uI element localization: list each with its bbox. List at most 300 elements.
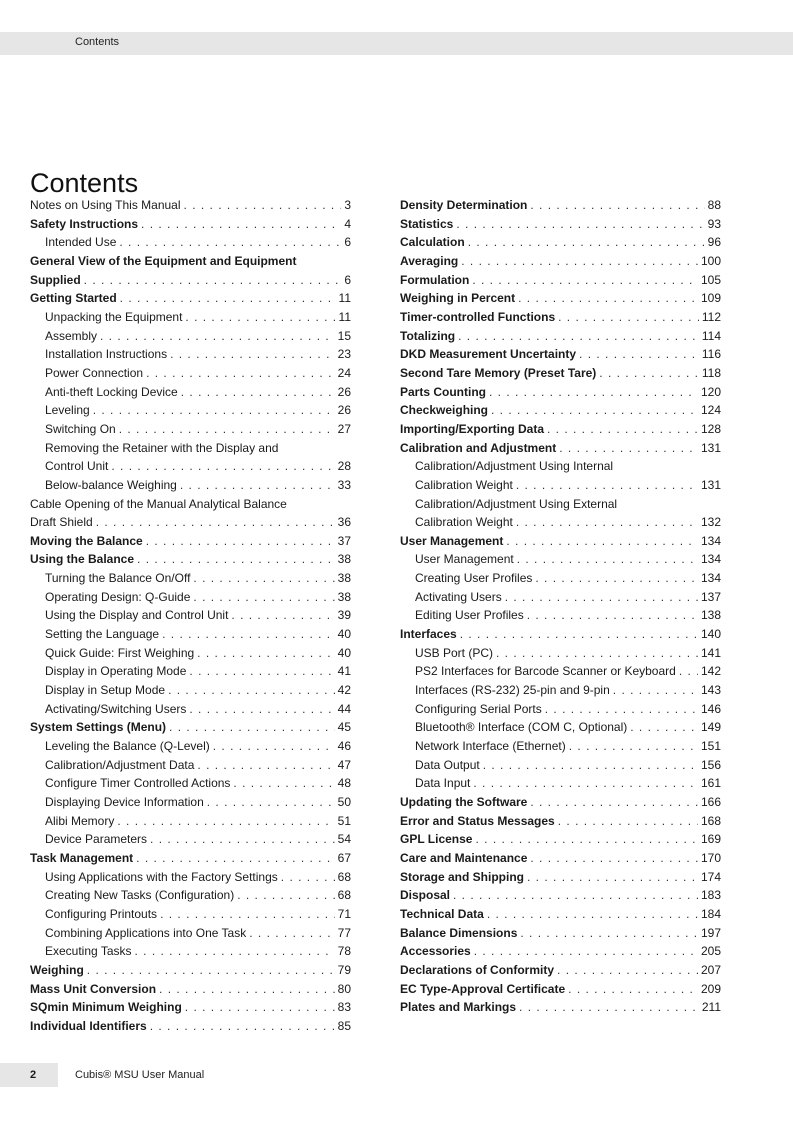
toc-entry-page: 211 — [701, 1000, 721, 1015]
toc-leader-dots — [530, 198, 704, 212]
toc-entry-title: Configure Timer Controlled Actions — [45, 776, 231, 791]
toc-entry-page: 6 — [344, 235, 351, 250]
toc-entry-page: 142 — [700, 664, 721, 679]
toc-entry[interactable] — [400, 1000, 721, 1019]
toc-entry[interactable] — [30, 608, 351, 627]
toc-leader-dots — [160, 907, 335, 921]
toc-entry-title: Disposal — [400, 888, 451, 903]
toc-entry-page: 44 — [337, 701, 351, 716]
toc-entry[interactable] — [400, 254, 721, 273]
toc-entry-title: Storage and Shipping — [400, 869, 525, 884]
toc-entry-page: 205 — [700, 944, 721, 959]
toc-entry-page: 131 — [700, 440, 721, 455]
toc-leader-dots — [170, 347, 335, 361]
toc-entry-page: 141 — [700, 645, 721, 660]
toc-entry-title: Getting Started — [30, 291, 117, 306]
toc-entry[interactable] — [400, 870, 721, 889]
toc-entry[interactable] — [30, 776, 351, 795]
toc-entry-title: Safety Instructions — [30, 216, 139, 231]
toc-entry[interactable] — [30, 1000, 351, 1019]
toc-entry-title: Parts Counting — [400, 384, 486, 399]
toc-leader-dots — [146, 366, 335, 380]
toc-entry-page: 33 — [337, 477, 351, 492]
toc-entry[interactable] — [400, 235, 721, 254]
toc-entry-page: 27 — [337, 421, 351, 436]
toc-entry-page: 134 — [700, 571, 721, 586]
toc-entry[interactable] — [30, 273, 351, 292]
toc-entry-title: Control Unit — [45, 459, 109, 474]
toc-leader-dots — [137, 552, 335, 566]
toc-entry[interactable] — [400, 347, 721, 366]
toc-leader-dots — [569, 739, 698, 753]
toc-entry[interactable] — [400, 291, 721, 310]
toc-leader-dots — [505, 590, 698, 604]
toc-leader-dots — [233, 776, 334, 790]
toc-entry-page: 137 — [700, 589, 721, 604]
toc-leader-dots — [119, 235, 341, 249]
toc-leader-dots — [146, 534, 335, 548]
toc-entry-title: Data Input — [415, 776, 471, 791]
toc-leader-dots — [461, 254, 698, 268]
toc-entry-page: 105 — [700, 272, 721, 287]
toc-entry[interactable] — [30, 590, 351, 609]
toc-entry-title: Moving the Balance — [30, 533, 143, 548]
toc-leader-dots — [547, 422, 698, 436]
toc-entry-page: 23 — [337, 347, 351, 362]
toc-entry-page: 36 — [337, 515, 351, 530]
toc-entry[interactable] — [400, 627, 721, 646]
toc-entry[interactable] — [30, 907, 351, 926]
toc-leader-dots — [519, 1000, 699, 1014]
toc-entry[interactable] — [400, 683, 721, 702]
toc-leader-dots — [527, 608, 698, 622]
page-footer — [0, 1063, 793, 1087]
toc-entry-title: Task Management — [30, 850, 134, 865]
toc-entry-title: Using the Balance — [30, 552, 135, 567]
toc-entry-title: Individual Identifiers — [30, 1018, 147, 1033]
toc-leader-dots — [530, 851, 698, 865]
toc-entry-title: Density Determination — [400, 198, 528, 212]
toc-entry-title: Interfaces — [400, 627, 457, 642]
toc-entry-page: 96 — [707, 235, 721, 250]
toc-entry-page: 68 — [337, 869, 351, 884]
toc-entry-title: PS2 Interfaces for Barcode Scanner or Keyboard — [415, 664, 676, 679]
toc-entry[interactable] — [30, 944, 351, 963]
toc-entry[interactable] — [400, 273, 721, 292]
toc-entry-page: 134 — [700, 552, 721, 567]
toc-entry-title: Using Applications with the Factory Settings — [45, 869, 278, 884]
toc-entry[interactable] — [400, 478, 721, 497]
toc-entry-title: Leveling — [45, 403, 90, 418]
toc-leader-dots — [468, 235, 705, 249]
toc-entry[interactable] — [30, 235, 351, 254]
toc-entry[interactable] — [400, 366, 721, 385]
toc-leader-dots — [520, 926, 698, 940]
toc-entry[interactable] — [400, 776, 721, 795]
toc-leader-dots — [475, 832, 697, 846]
toc-entry[interactable] — [30, 198, 351, 217]
toc-entry-title: Calibration/Adjustment Using External — [415, 496, 618, 511]
toc-leader-dots — [558, 310, 699, 324]
header-label: Contents — [75, 36, 120, 48]
toc-entry-page: 140 — [700, 627, 721, 642]
toc-entry[interactable] — [400, 385, 721, 404]
toc-leader-dots — [180, 478, 335, 492]
toc-entry-page: 54 — [337, 832, 351, 847]
toc-entry-page: 42 — [337, 683, 351, 698]
toc-entry[interactable] — [30, 1019, 351, 1038]
toc-entry-title: Display in Operating Mode — [45, 664, 187, 679]
toc-entry-page: 4 — [344, 216, 351, 231]
toc-leader-dots — [491, 403, 698, 417]
toc-entry-page: 183 — [700, 888, 721, 903]
toc-entry[interactable] — [400, 441, 721, 460]
toc-entry-page: 71 — [337, 906, 351, 921]
toc-entry[interactable] — [400, 926, 721, 945]
toc-leader-dots — [119, 422, 335, 436]
toc-leader-dots — [453, 888, 698, 902]
toc-entry[interactable] — [30, 422, 351, 441]
toc-entry-page: 100 — [700, 253, 721, 268]
toc-leader-dots — [141, 217, 341, 231]
toc-entry-title: Draft Shield — [30, 515, 93, 530]
toc-entry-title: Device Parameters — [45, 832, 148, 847]
toc-leader-dots — [184, 198, 342, 212]
toc-entry-title: User Management — [415, 552, 514, 567]
toc-entry-title: Leveling the Balance (Q-Level) — [45, 739, 210, 754]
toc-left-column — [30, 198, 351, 1038]
toc-entry[interactable] — [400, 720, 721, 739]
toc-entry[interactable] — [30, 870, 351, 889]
toc-entry[interactable] — [30, 982, 351, 1001]
toc-entry-page: 48 — [337, 776, 351, 791]
toc-entry[interactable] — [30, 291, 351, 310]
toc-entry-title: Editing User Profiles — [415, 608, 524, 623]
toc-entry-page: 156 — [700, 757, 721, 772]
toc-entry-title: Plates and Markings — [400, 1000, 517, 1015]
toc-entry[interactable] — [30, 683, 351, 702]
toc-leader-dots — [517, 552, 698, 566]
toc-entry-title: Installation Instructions — [45, 347, 168, 362]
toc-leader-dots — [93, 403, 335, 417]
toc-entry-title: Bluetooth® Interface (COM C, Optional) — [415, 720, 628, 735]
toc-entry-title: Calibration Weight — [415, 515, 513, 530]
toc-entry-page: 6 — [344, 272, 351, 287]
toc-entry[interactable] — [30, 851, 351, 870]
toc-entry-title: Operating Design: Q-Guide — [45, 589, 191, 604]
toc-leader-dots — [193, 590, 334, 604]
toc-leader-dots — [489, 385, 698, 399]
toc-leader-dots — [483, 758, 698, 772]
toc-entry-title: EC Type-Approval Certificate — [400, 981, 566, 996]
toc-entry[interactable] — [30, 217, 351, 236]
toc-entry-page: 46 — [337, 739, 351, 754]
toc-entry-title: Weighing — [30, 962, 84, 977]
toc-leader-dots — [516, 515, 698, 529]
toc-leader-dots — [150, 1019, 335, 1033]
toc-entry-page: 169 — [700, 832, 721, 847]
toc-leader-dots — [679, 664, 698, 678]
toc-entry-title: Timer-controlled Functions — [400, 309, 556, 324]
toc-entry-page: 38 — [337, 571, 351, 586]
toc-entry-title: Second Tare Memory (Preset Tare) — [400, 365, 597, 380]
toc-entry[interactable] — [30, 534, 351, 553]
toc-entry[interactable] — [400, 590, 721, 609]
toc-entry-title: System Settings (Menu) — [30, 720, 167, 735]
toc-entry[interactable] — [400, 534, 721, 553]
toc-leader-dots — [458, 329, 699, 343]
toc-entry-title: Balance Dimensions — [400, 925, 518, 940]
toc-leader-dots — [117, 814, 334, 828]
toc-leader-dots — [506, 534, 698, 548]
toc-leader-dots — [162, 627, 335, 641]
toc-entry-page: 132 — [700, 515, 721, 530]
toc-leader-dots — [213, 739, 335, 753]
toc-entry-page: 209 — [700, 981, 721, 996]
toc-entry-page: 38 — [337, 589, 351, 604]
toc-entry[interactable] — [30, 646, 351, 665]
toc-entry-page: 40 — [337, 627, 351, 642]
toc-leader-dots — [169, 720, 335, 734]
toc-entry-title: Formulation — [400, 272, 470, 287]
toc-entry[interactable] — [400, 832, 721, 851]
toc-entry[interactable] — [30, 795, 351, 814]
toc-entry-title: Updating the Software — [400, 795, 528, 809]
toc-entry-page: 166 — [700, 795, 721, 809]
toc-entry[interactable] — [400, 758, 721, 777]
toc-entry-title: Intended Use — [45, 235, 117, 250]
toc-leader-dots — [135, 944, 335, 958]
toc-entry[interactable] — [400, 571, 721, 590]
toc-entry-title: Configuring Printouts — [45, 906, 158, 921]
toc-entry-title: General View of the Equipment and Equipment — [30, 253, 297, 268]
toc-entry-title: Statistics — [400, 216, 454, 231]
toc-entry-page: 41 — [337, 664, 351, 679]
toc-entry-title: Calculation — [400, 235, 465, 250]
toc-entry-page: 170 — [700, 850, 721, 865]
toc-entry[interactable] — [30, 478, 351, 497]
toc-entry-page: 131 — [700, 477, 721, 492]
toc-entry[interactable] — [30, 832, 351, 851]
toc-leader-dots — [136, 851, 334, 865]
toc-entry-title: Display in Setup Mode — [45, 683, 166, 698]
toc-entry-page: 207 — [700, 962, 721, 977]
toc-entry-title: Calibration Weight — [415, 477, 513, 492]
footer-manual-name: Cubis® MSU User Manual — [75, 1069, 205, 1081]
toc-entry[interactable] — [400, 664, 721, 683]
toc-entry[interactable] — [30, 571, 351, 590]
toc-entry-page: 174 — [700, 869, 721, 884]
toc-leader-dots — [516, 478, 698, 492]
toc-leader-dots — [193, 571, 334, 585]
toc-entry[interactable] — [400, 982, 721, 1001]
toc-entry[interactable] — [400, 515, 721, 534]
toc-entry-page: 11 — [338, 309, 351, 324]
toc-entry[interactable] — [30, 310, 351, 329]
toc-entry-page: 26 — [337, 403, 351, 418]
toc-entry-title: Alibi Memory — [45, 813, 115, 828]
toc-entry[interactable] — [400, 198, 721, 217]
toc-entry-page: 124 — [700, 403, 721, 418]
toc-leader-dots — [599, 366, 699, 380]
toc-entry-title: Declarations of Conformity — [400, 962, 555, 977]
toc-entry[interactable] — [400, 944, 721, 963]
toc-entry-page: 88 — [707, 198, 721, 212]
toc-entry[interactable] — [400, 851, 721, 870]
page-title: Contents — [30, 168, 139, 199]
toc-entry-title: Switching On — [45, 421, 116, 436]
toc-leader-dots — [185, 1000, 335, 1014]
toc-leader-dots — [231, 608, 334, 622]
toc-leader-dots — [579, 347, 699, 361]
toc-entry-page: 85 — [337, 1018, 351, 1033]
toc-entry-page: 146 — [700, 701, 721, 716]
toc-entry-page: 67 — [337, 850, 351, 865]
toc-entry-page: 118 — [701, 365, 721, 380]
toc-leader-dots — [613, 683, 698, 697]
toc-entry[interactable] — [30, 497, 351, 516]
toc-entry[interactable] — [30, 963, 351, 982]
running-header — [0, 32, 793, 55]
toc-entry[interactable] — [30, 758, 351, 777]
toc-entry-title: Creating New Tasks (Configuration) — [45, 888, 235, 903]
toc-leader-dots — [568, 982, 698, 996]
toc-entry-page: 138 — [700, 608, 721, 623]
toc-entry-page: 79 — [337, 962, 351, 977]
toc-leader-dots — [84, 273, 342, 287]
toc-entry[interactable] — [30, 329, 351, 348]
toc-entry-page: 197 — [700, 925, 721, 940]
toc-entry[interactable] — [400, 310, 721, 329]
toc-leader-dots — [630, 720, 698, 734]
toc-leader-dots — [197, 758, 334, 772]
toc-leader-dots — [185, 310, 335, 324]
toc-entry[interactable] — [400, 497, 721, 516]
toc-leader-dots — [518, 291, 698, 305]
toc-entry-title: Displaying Device Information — [45, 795, 204, 809]
toc-entry-page: 15 — [337, 328, 351, 343]
toc-entry-title: Notes on Using This Manual — [30, 198, 181, 212]
toc-entry-title: Calibration/Adjustment Using Internal — [415, 459, 614, 474]
toc-entry[interactable] — [30, 441, 351, 460]
toc-entry[interactable] — [400, 422, 721, 441]
toc-leader-dots — [120, 291, 336, 305]
toc-entry[interactable] — [400, 329, 721, 348]
toc-entry[interactable] — [30, 515, 351, 534]
toc-entry[interactable] — [30, 664, 351, 683]
toc-entry-page: 112 — [701, 309, 721, 324]
toc-entry-title: Weighing in Percent — [400, 291, 516, 306]
toc-entry-page: 120 — [700, 384, 721, 399]
toc-entry-title: Importing/Exporting Data — [400, 421, 544, 436]
toc-entry[interactable] — [400, 739, 721, 758]
toc-entry-page: 184 — [700, 906, 721, 921]
toc-entry[interactable] — [30, 888, 351, 907]
toc-entry[interactable] — [30, 739, 351, 758]
toc-entry[interactable] — [400, 702, 721, 721]
toc-entry-page: 24 — [337, 365, 351, 380]
toc-entry[interactable] — [400, 552, 721, 571]
toc-entry-title: USB Port (PC) — [415, 645, 494, 660]
toc-entry-page: 77 — [337, 925, 351, 940]
toc-entry[interactable] — [30, 366, 351, 385]
toc-entry-title: Unpacking the Equipment — [45, 309, 183, 324]
toc-leader-dots — [189, 702, 334, 716]
toc-leader-dots — [181, 385, 335, 399]
toc-entry-title: Mass Unit Conversion — [30, 981, 157, 996]
toc-leader-dots — [559, 441, 698, 455]
toc-entry[interactable] — [30, 702, 351, 721]
toc-entry-page: 45 — [337, 720, 351, 735]
toc-leader-dots — [197, 646, 334, 660]
toc-leader-dots — [100, 329, 335, 343]
toc-entry[interactable] — [400, 403, 721, 422]
toc-leader-dots — [249, 926, 334, 940]
toc-entry[interactable] — [30, 403, 351, 422]
toc-leader-dots — [460, 627, 698, 641]
toc-entry[interactable] — [30, 926, 351, 945]
toc-entry[interactable] — [30, 385, 351, 404]
toc-entry[interactable] — [400, 217, 721, 236]
toc-entry[interactable] — [400, 888, 721, 907]
toc-entry-title: Quick Guide: First Weighing — [45, 645, 195, 660]
toc-entry-title: Cable Opening of the Manual Analytical Balance — [30, 496, 287, 511]
toc-entry-page: 11 — [338, 291, 351, 306]
toc-leader-dots — [207, 795, 335, 809]
toc-entry[interactable] — [400, 907, 721, 926]
toc-entry[interactable] — [30, 459, 351, 478]
toc-leader-dots — [111, 459, 334, 473]
toc-entry-page: 78 — [337, 944, 351, 959]
toc-leader-dots — [159, 982, 335, 996]
toc-entry-page: 68 — [337, 888, 351, 903]
toc-entry[interactable] — [30, 347, 351, 366]
toc-leader-dots — [472, 273, 698, 287]
toc-entry-page: 93 — [707, 216, 721, 231]
toc-leader-dots — [87, 963, 335, 977]
toc-entry-title: Technical Data — [400, 906, 484, 921]
toc-leader-dots — [557, 963, 698, 977]
toc-entry-page: 80 — [337, 981, 351, 996]
toc-entry[interactable] — [30, 627, 351, 646]
toc-entry[interactable] — [30, 720, 351, 739]
toc-entry-page: 161 — [700, 776, 721, 791]
toc-entry[interactable] — [30, 254, 351, 273]
toc-entry-page: 83 — [337, 1000, 351, 1015]
toc-entry-page: 28 — [337, 459, 351, 474]
toc-entry-title: Activating/Switching Users — [45, 701, 187, 716]
toc-leader-dots — [496, 646, 698, 660]
toc-entry[interactable] — [400, 608, 721, 627]
toc-entry[interactable] — [400, 795, 721, 814]
toc-entry[interactable] — [400, 646, 721, 665]
toc-entry[interactable] — [400, 963, 721, 982]
toc-entry[interactable] — [400, 814, 721, 833]
toc-entry-title: Anti-theft Locking Device — [45, 384, 178, 399]
toc-leader-dots — [150, 832, 335, 846]
toc-leader-dots — [237, 888, 334, 902]
toc-entry-page: 114 — [701, 328, 721, 343]
toc-entry-title: Care and Maintenance — [400, 850, 528, 865]
toc-entry-title: Below-balance Weighing — [45, 477, 177, 492]
toc-leader-dots — [527, 870, 698, 884]
toc-entry[interactable] — [30, 552, 351, 571]
toc-entry[interactable] — [400, 459, 721, 478]
toc-leader-dots — [474, 944, 698, 958]
toc-entry[interactable] — [30, 814, 351, 833]
toc-entry-title: Creating User Profiles — [415, 571, 533, 586]
toc-entry-page: 40 — [337, 645, 351, 660]
